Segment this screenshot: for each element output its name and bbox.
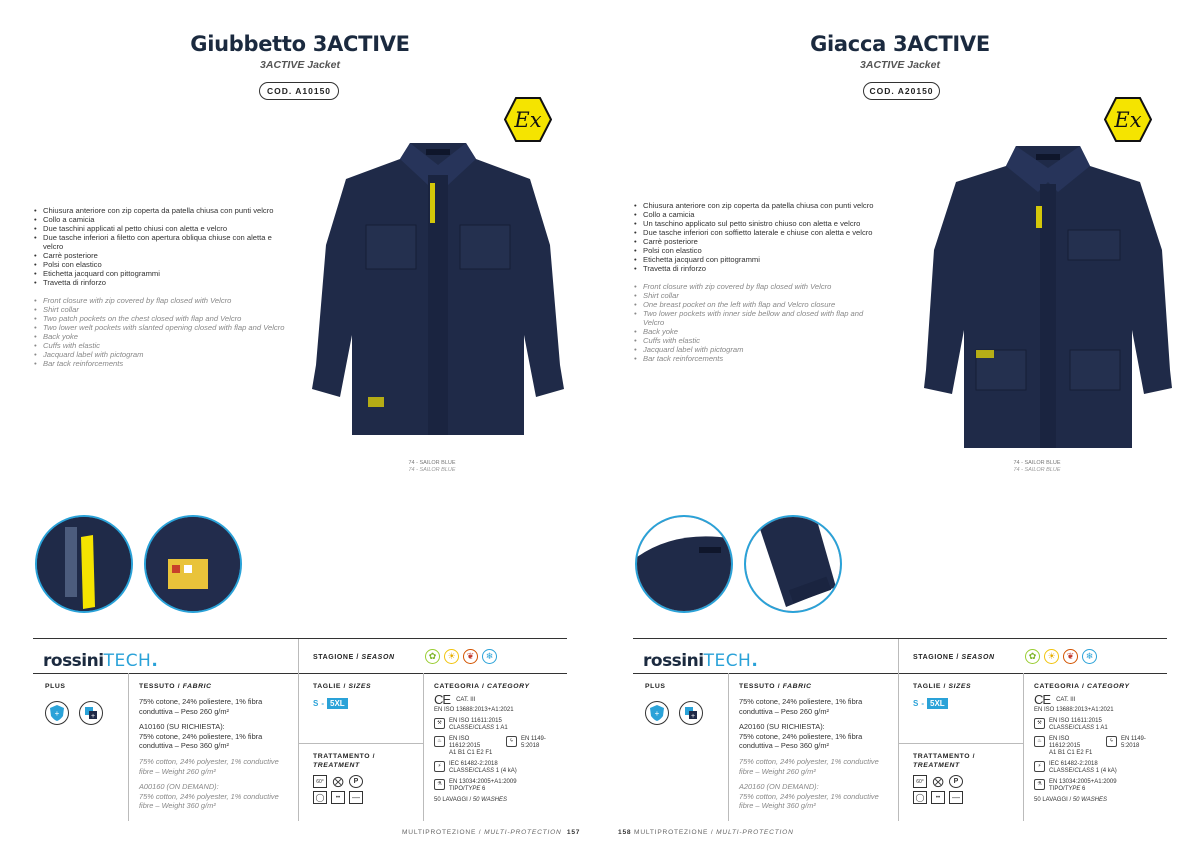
size-to: 5XL [327,698,348,709]
antistatic-icon: ϟ [1106,736,1117,747]
page-footer: MULTIPROTEZIONE / MULTI-PROTECTION 157 [402,829,581,836]
spec-table [633,638,1167,820]
treatment-label: TRATTAMENTO / TREATMENT [313,753,376,769]
wash-60-icon: 60° [913,775,927,788]
std-11611-row: ⚒ EN ISO 11611:2015 CLASSE/CLASS 1 A1 [1034,718,1164,732]
cat-level: CAT. III [1056,697,1076,704]
feature-item: • Travetta di rinforzo [34,278,286,287]
feature-item: • Chiusura anteriore con zip coperta da patella chiusa con punti velcro [634,201,886,210]
fabric-en-2-code: A00160 (ON DEMAND): [139,782,219,792]
washes-count: 50 LAVAGGI / 50 WASHES [434,797,508,804]
plus-icons [45,701,103,725]
std-11612-row: ♨ EN ISO 11612:2015 A1 B1 C1 E2 F1 ϟ EN 1149-5:2018 [434,736,564,757]
std-general: EN ISO 13688:2013+A1:2021 [1034,707,1114,714]
color-label [382,460,482,474]
no-bleach-icon: ⨂ [932,776,944,788]
feature-item: • Due tasche inferiori a filetto con apertura obliqua chiuse con aletta e velcro [34,233,286,251]
category-label: CATEGORIA / CATEGORY [434,683,530,690]
cat-level: CAT. III [456,697,476,704]
line-dry-icon: — [349,791,363,804]
feature-item: • Carrè posteriore [634,237,886,246]
winter-icon: ❄ [482,649,497,664]
spec-table [33,638,567,820]
std-61482-row: ⚡ IEC 61482-2:2018 CLASSE/CLASS 1 (4 kA) [434,761,564,775]
autumn-icon: ❦ [1063,649,1078,664]
tumble-dry-icon: ◯ [313,791,327,804]
summer-icon: ☀ [444,649,459,664]
feature-item-en: • Two patch pockets on the chest closed with flap and Velcro [34,314,286,323]
brand-logo: rossiniTECH. [643,651,758,671]
autumn-icon: ❦ [463,649,478,664]
summer-icon: ☀ [1044,649,1059,664]
feature-item: • Un taschino applicato sul petto sinistro chiuso con aletta e velcro [634,219,886,228]
care-icons [913,775,964,804]
feature-item-en: • Jacquard label with pictogram [34,350,286,359]
feature-item: • Chiusura anteriore con zip coperta da patella chiusa con punti velcro [34,206,286,215]
std-11611-row: ⚒ EN ISO 11611:2015 CLASSE/CLASS 1 A1 [434,718,564,732]
tumble-dry-icon: ◯ [913,791,927,804]
size-separator: - [921,699,925,708]
fabric-en-1: 75% cotton, 24% polyester, 1% conductive fibre – Weight 260 g/m² [139,756,279,776]
feature-item: • Due tasche inferiori con soffietto laterale e chiuse con aletta e velcro [634,228,886,237]
fabric-it-1: 75% cotone, 24% poliestere, 1% fibra conduttiva – Peso 260 g/m² [139,697,263,716]
feature-item: • Polsi con elastico [34,260,286,269]
iron-icon: •• [331,791,345,804]
detail-label-image [144,515,242,613]
feature-item-en: • Front closure with zip covered by flap closed with Velcro [34,296,286,305]
std-13034-row: ⚗ EN 13034:2005+A1:2009 TIPO/TYPE 6 [434,779,564,793]
brand-logo: rossiniTECH. [43,651,158,671]
sizes-range [913,698,948,709]
std-13034-row: ⚗ EN 13034:2005+A1:2009 TIPO/TYPE 6 [1034,779,1164,793]
fabric-it-2-code: A20160 (SU RICHIESTA): [739,722,825,732]
treatment-label: TRATTAMENTO / TREATMENT [913,753,976,769]
flame-icon: ♨ [1034,736,1045,747]
features-list [34,206,286,368]
welding-icon: ⚒ [434,718,445,729]
ce-mark: CE [434,692,451,707]
color-en: 74 - SAILOR BLUE [1013,467,1061,473]
fabric-label: TESSUTO / FABRIC [139,683,212,690]
sizes-label: TAGLIE / SIZES [913,683,972,690]
ce-mark: CE [1034,692,1051,707]
fabric-label: TESSUTO / FABRIC [739,683,812,690]
product-code: COD. A20150 [863,82,940,100]
std-61482-row: ⚡ IEC 61482-2:2018 CLASSE/CLASS 1 (4 kA) [1034,761,1164,775]
feature-item-en: • Cuffs with elastic [634,336,886,345]
antistatic-icon: ϟ [506,736,517,747]
washes-count: 50 LAVAGGI / 50 WASHES [1034,797,1108,804]
arc-icon: ⚡ [1034,761,1045,772]
plus-label: PLUS [45,683,66,690]
features-en [634,282,886,363]
season-label: STAGIONE / SEASON [313,654,395,661]
plus-label: PLUS [645,683,666,690]
fabric-en-2: 75% cotton, 24% polyester, 1% conductive fibre – Weight 360 g/m² [139,791,279,811]
svg-text:+: + [690,713,696,720]
detail-zip-image [35,515,133,613]
detail-collar-image [635,515,733,613]
fabric-it-2: 75% cotone, 24% poliestere, 1% fibra conduttiva – Peso 360 g/m² [139,731,263,751]
jacket-image [918,140,1178,455]
plus-icons [645,701,703,725]
care-icons [313,775,364,804]
dry-clean-p-icon: P [349,775,363,788]
line-dry-icon: — [949,791,963,804]
sizes-range [313,698,348,709]
feature-item-en: • Bar tack reinforcements [34,359,286,368]
chemical-icon: ⚗ [1034,779,1045,790]
feature-item-en: • Two lower welt pockets with slanted opening closed with flap and Velcro [34,323,286,332]
season-icons [425,649,497,664]
feature-item: • Collo a camicia [34,215,286,224]
feature-item: • Travetta di rinforzo [634,264,886,273]
atex-ex-icon [1104,97,1152,142]
size-separator: - [321,699,325,708]
features-list [634,201,886,363]
fabric-plus-icon [79,701,103,725]
season-icons [1025,649,1097,664]
feature-item-en: • Cuffs with elastic [34,341,286,350]
sizes-label: TAGLIE / SIZES [313,683,372,690]
welding-icon: ⚒ [1034,718,1045,729]
page-number: 157 [566,829,581,836]
feature-item-en: • Jacquard label with pictogram [634,345,886,354]
feature-item: • Carrè posteriore [34,251,286,260]
fabric-description [139,697,291,817]
feature-item: • Collo a camicia [634,210,886,219]
product-code: COD. A10150 [259,82,339,100]
flame-icon: ♨ [434,736,445,747]
feature-item-en: • Bar tack reinforcements [634,354,886,363]
color-it: 74 - SAILOR BLUE [408,460,456,466]
fabric-en-2-code: A20160 (ON DEMAND): [739,782,819,792]
size-from: S [313,699,319,708]
feature-item-en: • Back yoke [634,327,886,336]
feature-item-en: • Shirt collar [34,305,286,314]
color-it: 74 - SAILOR BLUE [1013,460,1061,466]
winter-icon: ❄ [1082,649,1097,664]
feature-item-en: • Front closure with zip covered by flap closed with Velcro [634,282,886,291]
spring-icon: ✿ [425,649,440,664]
certifications [1034,692,1164,804]
fabric-en-1: 75% cotton, 24% polyester, 1% conductive fibre – Weight 260 g/m² [739,756,879,776]
std-11612-row: ♨ EN ISO 11612:2015 A1 B1 C1 E2 F1 ϟ EN 1149-5:2018 [1034,736,1164,757]
features-it [634,201,886,273]
fabric-it-2-code: A10160 (SU RICHIESTA): [139,722,225,732]
page-footer: 158 MULTIPROTEZIONE / MULTI-PROTECTION [618,829,794,836]
svg-text:+: + [90,713,96,720]
feature-item-en: • Back yoke [34,332,286,341]
color-label [987,460,1087,474]
fabric-en-2: 75% cotton, 24% polyester, 1% conductive fibre – Weight 360 g/m² [739,791,879,811]
feature-item-en: • One breast pocket on the left with flap and Velcro closure [634,300,886,309]
features-it [34,206,286,287]
spring-icon: ✿ [1025,649,1040,664]
iron-icon: •• [931,791,945,804]
product-subtitle: 3ACTIVE Jacket [260,59,340,71]
size-from: S [913,699,919,708]
feature-item-en: • Shirt collar [634,291,886,300]
features-en [34,296,286,368]
svg-text:+: + [654,709,660,718]
fabric-description [739,697,891,817]
wash-60-icon: 60° [313,775,327,788]
fabric-plus-icon [679,701,703,725]
color-en: 74 - SAILOR BLUE [408,467,456,473]
fabric-it-1: 75% cotone, 24% poliestere, 1% fibra conduttiva – Peso 260 g/m² [739,697,863,716]
jacket-image [298,135,578,455]
fabric-it-2: 75% cotone, 24% poliestere, 1% fibra conduttiva – Peso 360 g/m² [739,731,863,751]
shield-plus-icon [45,701,69,725]
page-right [600,0,1200,849]
feature-item: • Etichetta jacquard con pittogrammi [34,269,286,278]
dry-clean-p-icon: P [949,775,963,788]
ex-mark-text: Ex [514,108,542,132]
feature-item: • Due taschini applicati al petto chiusi con aletta e velcro [34,224,286,233]
shield-plus-icon [645,701,669,725]
std-general: EN ISO 13688:2013+A1:2021 [434,707,514,714]
arc-icon: ⚡ [434,761,445,772]
page-number: 158 [618,829,632,836]
size-to: 5XL [927,698,948,709]
product-title: Giacca 3ACTIVE [810,32,990,56]
product-subtitle: 3ACTIVE Jacket [860,59,940,71]
certifications [434,692,564,804]
no-bleach-icon: ⨂ [332,776,344,788]
feature-item: • Etichetta jacquard con pittogrammi [634,255,886,264]
chemical-icon: ⚗ [434,779,445,790]
detail-cuff-image [744,515,842,613]
feature-item: • Polsi con elastico [634,246,886,255]
svg-text:+: + [54,709,60,718]
season-label: STAGIONE / SEASON [913,654,995,661]
category-label: CATEGORIA / CATEGORY [1034,683,1130,690]
feature-item-en: • Two lower pockets with inner side bellow and closed with flap and Velcro [634,309,886,327]
ex-mark-text: Ex [1114,108,1142,132]
product-title: Giubbetto 3ACTIVE [190,32,410,56]
